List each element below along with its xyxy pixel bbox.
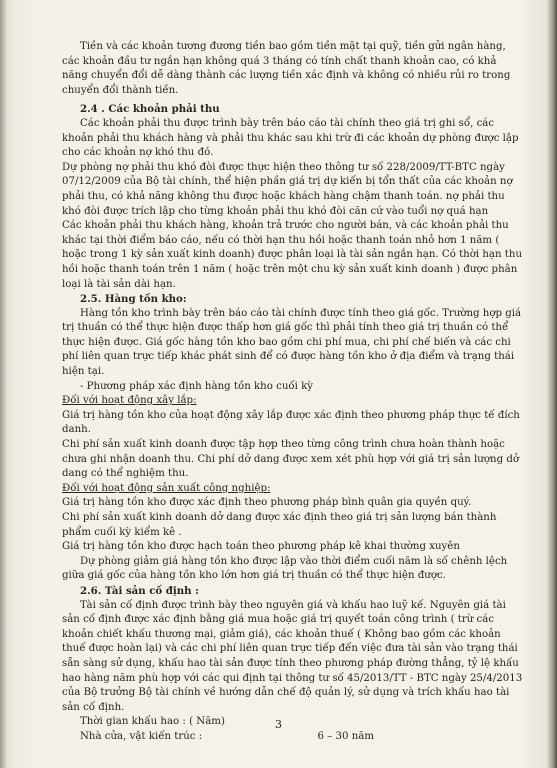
paragraph-accounting-method: Giá trị hàng tồn kho được hạch toán theo phương pháp kê khai thường xuyên [62,541,460,553]
depreciation-row-buildings [62,730,524,745]
subheading-industrial: Đối với hoạt động sản xuất công nghiệp: [62,482,271,494]
paragraph-fixed-assets: Tài sản cố định được trình bày theo nguyên giá và khấu hao luỹ kế. Nguyên giá tài sản cố định được xác định bằng giá mua hoặc giá trị quyết toán công trình ( trừ các khoản chiết khấu thương mại, giảm giá), các khoản thuế ( Không bao gồm các khoản thuế được hoàn lại) và các chi phí liên quan trực tiếp đến việc đưa tài sản vào trạng thái sẵn sàng sử dụng, khấu hao tài sản được tính theo phương pháp đường thẳng, tỷ lệ khấu hao hàng năm phù hợp với các qui định tại thông tư số 45/2013/TT - BTC ngày 25/4/2013 của Bộ trưởng Bộ tài chính về hướng dẫn chế độ quản lý, sử dụng và trích khấu hao tài sản cố định. [62,599,523,713]
paragraph-receivable-classification: Các khoản phải thu khách hàng, khoản trả trước cho người bán, và các khoản phải thu khác tại thời điểm báo cáo, nếu có thời hạn thu hồi hoặc thanh toán nhỏ hơn 1 năm ( hoặc trong 1 kỳ sản xuất kinh doanh) được phân loại là tài sản ngắn hạn. Có thời hạn thu hồi hoặc thanh toán trên 1 năm ( hoặc trên một chu kỳ sản xuất kinh doanh ) được phân loại là tài sản dài hạn. [62,220,522,290]
depreciation-value: 6 – 30 năm [317,730,374,742]
paragraph-inventory-provision: Dự phòng giảm giá hàng tồn kho được lập vào thời điểm cuối năm là số chênh lệch giữa giá gốc của hàng tồn kho lớn hơn giá trị thuần có thể thực hiện được. [62,555,508,582]
paragraph-cash: Tiền và các khoản tương đương tiền bao gồm tiền mặt tại quỹ, tiền gửi ngân hàng, các khoản đầu tư ngắn hạn không quá 3 tháng có tính chất thanh khoản cao, có khả năng chuyển đổi dễ dàng thành các lượng tiền xác định và không có nhiều rủi ro trong chuyển đổi thành tiền. [62,41,511,96]
heading-2-6: 2.6. Tài sản cố định : [80,584,199,597]
paragraph-industrial-value: Giá trị hàng tồn kho được xác định theo phương pháp bình quân gia quyền quý. [62,497,472,509]
paragraph-industrial-wip: Chi phí sản xuất kinh doanh dở dang được xác định theo giá trị sản lượng bán thành phẩm cuối kỳ kiểm kê . [62,512,497,538]
paragraph-inventory-method: - Phương pháp xác định hàng tồn kho cuối kỳ [80,380,314,392]
page-edge-left [0,0,6,768]
paragraph-receivables: Các khoản phải thu được trình bày trên báo cáo tài chính theo giá trị ghi sổ, các khoản phải thu khách hàng và phải thu khác sau khi trừ đi các khoản dự phòng được lập cho các khoản nợ khó thu đó. [62,117,519,159]
paragraph-construction-value: Giá trị hàng tồn kho của hoạt động xây lắp được xác định theo phương pháp thực tế đích danh. [62,409,520,436]
heading-2-5: 2.5. Hàng tồn kho: [80,293,187,306]
heading-2-4: 2.4 . Các khoản phải thu [80,103,220,116]
depreciation-label: Nhà cửa, vật kiến trúc : [80,730,203,742]
page-number: 3 [275,718,282,731]
paragraph-depreciation-period: Thời gian khấu hao : ( Năm) [80,716,225,728]
subheading-construction: Đối với hoạt động xây lắp: [62,395,197,407]
paragraph-inventory: Hàng tồn kho trình bày trên báo cáo tài chính được tính theo giá gốc. Trường hợp giá trị thuần có thể thực hiện được thấp hơn giá gốc thì phải tính theo giá trị thuần có thể thực hiện được. Giá gốc hàng tồn kho bao gồm chi phí mua, chi phí chế biến và các chi phí liên quan trực tiếp khác phát sinh để có được hàng tồn kho ở địa điểm và trạng thái hiện tại. [62,307,522,378]
paragraph-construction-costs: Chi phí sản xuất kinh doanh được tập hợp theo từng công trình chưa hoàn thành hoặc chưa ghi nhận doanh thu. Chi phí dở dang được xem xét phù hợp với giá trị sản lượng dở dang có thể nghiệm thu. [62,439,519,480]
page-edge-right [547,0,557,768]
document-body [62,40,524,745]
paragraph-bad-debt-provision: Dự phòng nợ phải thu khó đòi được thực hiện theo thông tư số 228/2009/TT-BTC ngày 07/12/2009 của Bộ tài chính, thể hiện phần giá trị dự kiến bị tổn thất của các khoản nợ phải thu, có khả năng không thu được hoặc khách hàng chậm thanh toán. nợ phải thu khó đòi được trích lập cho từng khoản phải thu khó đòi căn cứ vào tuổi nợ quá hạn [62,161,513,217]
